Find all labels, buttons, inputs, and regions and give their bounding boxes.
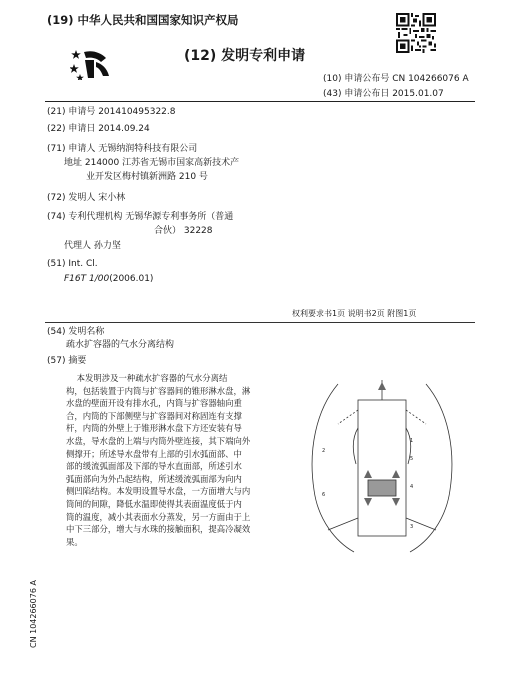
abstract-line: 杆，内筒的外壁上于锥形淋水盘下方还安装有导 bbox=[66, 423, 242, 434]
abstract-line: 水盘，导水盘的上端与内筒外壁连接，其下端向外 bbox=[66, 435, 251, 446]
figure-label: 4 bbox=[410, 484, 414, 490]
outer-shell-left bbox=[312, 384, 354, 552]
abstract-line: 部的缓流弧面部及下部的导水直面部，所述引水 bbox=[66, 461, 242, 472]
arrow-up-icon bbox=[364, 470, 372, 478]
outer-shell-right bbox=[410, 384, 452, 552]
support-rod-left bbox=[328, 518, 358, 530]
int-cl-label: (51) Int. Cl. bbox=[47, 259, 98, 269]
figure-label: 2 bbox=[322, 448, 326, 454]
office-name: (19) 中华人民共和国国家知识产权局 bbox=[47, 13, 239, 27]
abstract-line: 筒间的间隙，降低水温即使得其表面温度低于内 bbox=[66, 498, 242, 509]
address-line-2: 业开发区梅村镇新洲路 210 号 bbox=[86, 172, 208, 182]
application-date: (22) 申请日 2014.09.24 bbox=[47, 124, 150, 134]
arrow-up-icon bbox=[392, 470, 400, 478]
abstract-line: 本发明涉及一种疏水扩容器的气水分离结 bbox=[66, 373, 228, 383]
publication-date: (43) 申请公布日 2015.01.07 bbox=[323, 89, 444, 99]
arrow-down-icon bbox=[392, 498, 400, 506]
patent-agency-line-1: (74) 专利代理机构 无锡华源专利事务所（普通 bbox=[47, 212, 234, 222]
header-divider bbox=[45, 101, 475, 102]
abstract-line: 合，内筒的下部侧壁与扩容器间对称固连有支撑 bbox=[66, 410, 242, 421]
abstract-line: 侧撑开；所述导水盘带有上部的引水弧面部、中 bbox=[66, 448, 242, 459]
abstract-line: 侧凹陷结构。本发明设置导水盘，一方面增大与内 bbox=[66, 486, 251, 497]
abstract-figure bbox=[298, 380, 466, 556]
figure-label: 6 bbox=[322, 492, 326, 498]
page-info: 权利要求书1页 说明书2页 附图1页 bbox=[292, 309, 417, 318]
application-number: (21) 申请号 201410495322.8 bbox=[47, 107, 176, 117]
figure-label: 1 bbox=[410, 438, 414, 444]
inner-cylinder bbox=[358, 400, 406, 536]
inventor: (72) 发明人 宋小林 bbox=[47, 193, 126, 203]
abstract-label: (57) 摘要 bbox=[47, 356, 87, 366]
patent-agency-line-2: 合伙） 32228 bbox=[154, 226, 213, 236]
invention-title: 疏水扩容器的气水分离结构 bbox=[66, 340, 175, 350]
abstract-line: 水盘的壁面开设有排水孔，内筒与扩容器轴向重 bbox=[66, 398, 242, 409]
water-pan bbox=[338, 410, 426, 424]
abstract-line: 筒的温度，减小其表面水分蒸发，另一方面由于上 bbox=[66, 511, 251, 522]
section-divider bbox=[45, 322, 475, 323]
figure-label: 5 bbox=[410, 456, 414, 462]
abstract-line: 中下三部分，增大与水珠的接触面积，提高冷凝效 bbox=[66, 524, 251, 535]
int-cl-value bbox=[64, 273, 153, 285]
publication-number: (10) 申请公布号 CN 104266076 A bbox=[323, 74, 469, 84]
title-label: (54) 发明名称 bbox=[47, 327, 105, 337]
address-line-1: 地址 214000 江苏省无锡市国家高新技术产 bbox=[64, 158, 240, 168]
abstract-line: 构，包括装置于内筒与扩容器间的锥形淋水盘，淋 bbox=[66, 385, 251, 396]
arrow-down-icon bbox=[364, 498, 372, 506]
abstract-text bbox=[66, 372, 260, 548]
figure-label: 3 bbox=[410, 524, 414, 530]
document-type: (12) 发明专利申请 bbox=[184, 48, 306, 64]
patent-agent: 代理人 孙力坚 bbox=[64, 241, 121, 251]
int-cl-date: (2006.01) bbox=[109, 274, 154, 284]
abstract-line: 果。 bbox=[66, 536, 83, 547]
qr-code-icon bbox=[396, 13, 436, 53]
int-cl-code: F16T 1/00 bbox=[64, 274, 110, 284]
side-publication-number: CN 104266076 A bbox=[29, 580, 38, 648]
sipo-emblem-icon bbox=[70, 46, 110, 80]
abstract-line: 弧面部向为外凸起结构，所述缓流弧面部为向内 bbox=[66, 473, 242, 484]
guide-pan bbox=[353, 428, 414, 464]
applicant: (71) 申请人 无锡纳润特科技有限公司 bbox=[47, 144, 198, 154]
arrow-up-icon bbox=[378, 382, 386, 390]
